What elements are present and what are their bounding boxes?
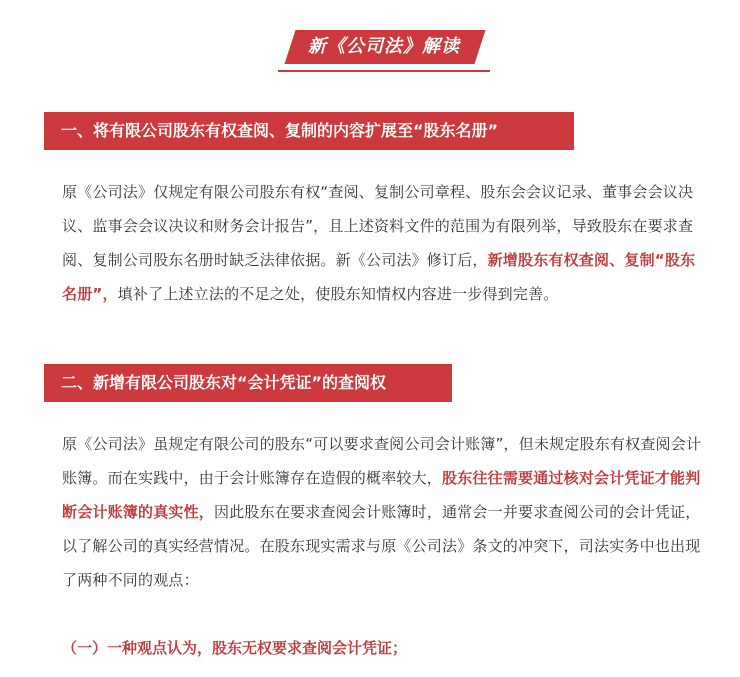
section-1-text-after: 填补了上述立法的不足之处，使股东知情权内容进一步得到完善。 <box>117 285 559 303</box>
section-1-paragraph <box>62 175 702 311</box>
title-underline <box>278 70 490 72</box>
title-banner <box>278 30 490 74</box>
section-2-heading: 二、新增有限公司股东对“会计凭证”的查阅权 <box>44 364 452 402</box>
section-1-heading: 一、将有限公司股东有权查阅、复制的内容扩展至“股东名册” <box>44 112 574 150</box>
section-2-subheading: （一）一种观点认为，股东无权要求查阅会计凭证； <box>62 639 408 657</box>
section-1-highlight: 新增股东有权查阅、复制“股东名册”， <box>62 251 696 303</box>
section-1-text-before: 原《公司法》仅规定有限公司股东有权“查阅、复制公司章程、股东会会议记录、董事会会议决议、监事会会议决议和财务会计报告”，且上述资料文件的范围为有限列举，导致股东在要求查阅、复制公司股东名册时缺乏法律依据。新《公司法》修订后， <box>62 183 694 269</box>
section-2-highlight: 股东往往需要通过核对会计凭证才能判断会计账簿的真实性， <box>62 469 701 521</box>
section-2-paragraph <box>62 427 702 597</box>
section-2-text-before: 原《公司法》虽规定有限公司的股东“可以要求查阅公司会计账簿”，但未规定股东有权查阅会计账簿。而在实践中，由于会计账簿存在造假的概率较大， <box>62 435 702 487</box>
page-title: 新《公司法》解读 <box>308 36 460 57</box>
section-2-text-after: 因此股东在要求查阅会计账簿时，通常会一并要求查阅公司的会计凭证，以了解公司的真实经营情况。在股东现实需求与原《公司法》条文的冲突下，司法实务中也出现了两种不同的观点： <box>62 503 701 589</box>
